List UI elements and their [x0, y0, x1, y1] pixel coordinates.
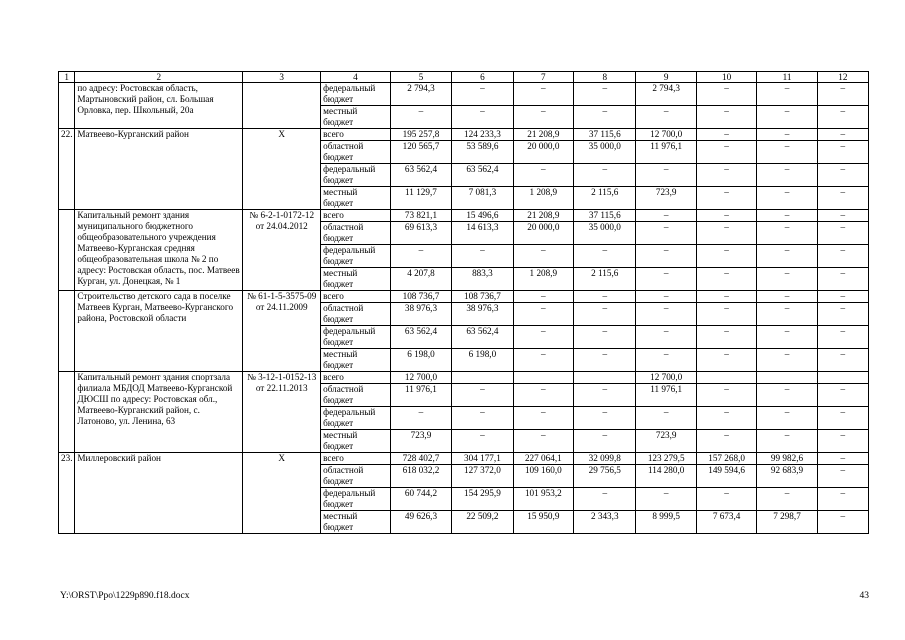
object-name: Капитальный ремонт здания спортзала филиала МБДОД Матвеево-Курганской ДЮСШ по адресу: Ростовская обл., Матвеево-Курганский район, с. Латоново, ул. Ленина, 63 — [75, 372, 243, 453]
amount-cell: 154 295,9 — [452, 488, 513, 511]
amount-cell: 12 700,0 — [636, 372, 696, 384]
amount-cell: – — [636, 164, 696, 187]
amount-cell: – — [636, 106, 696, 129]
column-number-header: 8 — [574, 72, 636, 83]
funding-source: областной бюджет — [321, 465, 391, 488]
amount-cell: 109 160,0 — [513, 465, 573, 488]
amount-cell: 2 794,3 — [390, 83, 451, 106]
amount-cell: – — [574, 384, 636, 407]
amount-cell: – — [574, 83, 636, 106]
amount-cell: 124 233,3 — [452, 129, 513, 141]
amount-cell: 157 268,0 — [696, 453, 756, 465]
amount-cell: 37 115,6 — [574, 210, 636, 222]
funding-source: федеральный бюджет — [321, 164, 391, 187]
amount-cell: 49 626,3 — [390, 511, 451, 534]
footer-page-number: 43 — [859, 591, 869, 601]
funding-source: местный бюджет — [321, 349, 391, 372]
amount-cell: 723,9 — [636, 430, 696, 453]
amount-cell: – — [817, 407, 868, 430]
amount-cell: – — [513, 349, 573, 372]
amount-cell: – — [696, 268, 756, 291]
funding-source: всего — [321, 210, 391, 222]
column-number-header: 2 — [75, 72, 243, 83]
column-number-header: 1 — [59, 72, 75, 83]
row-number — [59, 83, 75, 129]
amount-cell: – — [817, 268, 868, 291]
amount-cell: 8 999,5 — [636, 511, 696, 534]
amount-cell — [757, 372, 817, 384]
amount-cell: 99 982,6 — [757, 453, 817, 465]
amount-cell: – — [817, 465, 868, 488]
amount-cell: 149 594,6 — [696, 465, 756, 488]
funding-source: местный бюджет — [321, 268, 391, 291]
amount-cell: 127 372,0 — [452, 465, 513, 488]
table-row — [59, 372, 869, 384]
amount-cell: – — [696, 164, 756, 187]
object-name: по адресу: Ростовская область, Мартыновский район, сл. Большая Орловка, пер. Школьный, 20а — [75, 83, 243, 129]
funding-source: федеральный бюджет — [321, 407, 391, 430]
budget-table — [58, 71, 869, 534]
column-number-header: 5 — [390, 72, 451, 83]
amount-cell: – — [817, 141, 868, 164]
amount-cell: 14 613,3 — [452, 222, 513, 245]
amount-cell: – — [757, 326, 817, 349]
amount-cell: – — [817, 245, 868, 268]
amount-cell: – — [696, 291, 756, 303]
amount-cell: 22 509,2 — [452, 511, 513, 534]
funding-source: местный бюджет — [321, 106, 391, 129]
amount-cell: – — [513, 83, 573, 106]
row-number: 22. — [59, 129, 75, 210]
amount-cell: 21 208,9 — [513, 129, 573, 141]
amount-cell: – — [636, 291, 696, 303]
amount-cell: – — [636, 268, 696, 291]
amount-cell: – — [817, 222, 868, 245]
funding-source: всего — [321, 291, 391, 303]
amount-cell: – — [513, 326, 573, 349]
amount-cell: – — [696, 106, 756, 129]
amount-cell — [452, 372, 513, 384]
table-row — [59, 291, 869, 303]
amount-cell: – — [696, 488, 756, 511]
amount-cell: – — [574, 430, 636, 453]
amount-cell: – — [757, 407, 817, 430]
document-reference: X — [243, 129, 321, 210]
amount-cell: 728 402,7 — [390, 453, 451, 465]
amount-cell: 6 198,0 — [390, 349, 451, 372]
amount-cell: 120 565,7 — [390, 141, 451, 164]
amount-cell: – — [817, 511, 868, 534]
amount-cell: – — [696, 141, 756, 164]
amount-cell: 20 000,0 — [513, 141, 573, 164]
funding-source: областной бюджет — [321, 222, 391, 245]
amount-cell: – — [757, 430, 817, 453]
amount-cell: – — [696, 303, 756, 326]
amount-cell: 15 496,6 — [452, 210, 513, 222]
amount-cell: 227 064,1 — [513, 453, 573, 465]
funding-source: местный бюджет — [321, 430, 391, 453]
amount-cell: – — [696, 407, 756, 430]
amount-cell: 32 099,8 — [574, 453, 636, 465]
amount-cell: 20 000,0 — [513, 222, 573, 245]
amount-cell: – — [636, 326, 696, 349]
document-reference: № 3-12-1-0152-13 от 22.11.2013 — [243, 372, 321, 453]
amount-cell: 7 673,4 — [696, 511, 756, 534]
amount-cell: 618 032,2 — [390, 465, 451, 488]
amount-cell: – — [452, 106, 513, 129]
amount-cell: – — [513, 407, 573, 430]
amount-cell: – — [757, 268, 817, 291]
table-row — [59, 129, 869, 141]
amount-cell: 12 700,0 — [390, 372, 451, 384]
amount-cell: – — [636, 488, 696, 511]
amount-cell: – — [757, 164, 817, 187]
amount-cell: – — [757, 141, 817, 164]
amount-cell: 60 744,2 — [390, 488, 451, 511]
table-row — [59, 453, 869, 465]
funding-source: федеральный бюджет — [321, 83, 391, 106]
object-name: Миллеровский район — [75, 453, 243, 534]
amount-cell: – — [757, 129, 817, 141]
amount-cell: – — [817, 187, 868, 210]
amount-cell: – — [696, 187, 756, 210]
amount-cell — [574, 372, 636, 384]
funding-source: местный бюджет — [321, 187, 391, 210]
amount-cell: – — [636, 303, 696, 326]
amount-cell: – — [513, 245, 573, 268]
amount-cell: 108 736,7 — [390, 291, 451, 303]
funding-source: всего — [321, 453, 391, 465]
column-number-header: 3 — [243, 72, 321, 83]
amount-cell: – — [757, 222, 817, 245]
amount-cell: – — [636, 222, 696, 245]
amount-cell: 69 613,3 — [390, 222, 451, 245]
amount-cell: 101 953,2 — [513, 488, 573, 511]
amount-cell: – — [636, 210, 696, 222]
amount-cell: – — [817, 326, 868, 349]
funding-source: всего — [321, 372, 391, 384]
amount-cell: – — [696, 430, 756, 453]
amount-cell: – — [696, 222, 756, 245]
amount-cell: – — [757, 106, 817, 129]
row-number: 23. — [59, 453, 75, 534]
row-number — [59, 210, 75, 291]
table-row — [59, 210, 869, 222]
amount-cell — [513, 372, 573, 384]
amount-cell: 21 208,9 — [513, 210, 573, 222]
amount-cell: – — [817, 129, 868, 141]
amount-cell: 11 129,7 — [390, 187, 451, 210]
amount-cell: – — [574, 349, 636, 372]
amount-cell: – — [757, 291, 817, 303]
amount-cell: – — [574, 106, 636, 129]
amount-cell: – — [390, 407, 451, 430]
amount-cell: – — [696, 245, 756, 268]
column-number-header: 7 — [513, 72, 573, 83]
document-reference — [243, 83, 321, 129]
amount-cell: 2 794,3 — [636, 83, 696, 106]
amount-cell: – — [574, 303, 636, 326]
funding-source: федеральный бюджет — [321, 245, 391, 268]
amount-cell: 63 562,4 — [452, 326, 513, 349]
amount-cell: 63 562,4 — [390, 164, 451, 187]
amount-cell: – — [636, 407, 696, 430]
row-number — [59, 291, 75, 372]
amount-cell: – — [817, 349, 868, 372]
column-number-header: 11 — [757, 72, 817, 83]
amount-cell: – — [574, 245, 636, 268]
amount-cell: – — [574, 164, 636, 187]
amount-cell: – — [636, 349, 696, 372]
amount-cell: 35 000,0 — [574, 141, 636, 164]
amount-cell: 2 115,6 — [574, 268, 636, 291]
amount-cell: – — [757, 245, 817, 268]
document-reference: X — [243, 453, 321, 534]
footer-file-path: Y:\ORST\Ppo\1229p890.f18.docx — [60, 591, 190, 601]
amount-cell: 73 821,1 — [390, 210, 451, 222]
amount-cell: – — [390, 245, 451, 268]
amount-cell: 883,3 — [452, 268, 513, 291]
amount-cell: – — [817, 106, 868, 129]
amount-cell: 723,9 — [636, 187, 696, 210]
amount-cell: 2 343,3 — [574, 511, 636, 534]
amount-cell: – — [757, 187, 817, 210]
amount-cell: – — [390, 106, 451, 129]
amount-cell: – — [817, 291, 868, 303]
amount-cell: – — [817, 164, 868, 187]
amount-cell: – — [696, 83, 756, 106]
document-reference: № 6-2-1-0172-12 от 24.04.2012 — [243, 210, 321, 291]
amount-cell: 1 208,9 — [513, 187, 573, 210]
amount-cell: – — [574, 407, 636, 430]
amount-cell: 12 700,0 — [636, 129, 696, 141]
amount-cell — [817, 372, 868, 384]
amount-cell: – — [452, 430, 513, 453]
amount-cell: – — [757, 488, 817, 511]
amount-cell: – — [574, 326, 636, 349]
row-number — [59, 372, 75, 453]
amount-cell: 15 950,9 — [513, 511, 573, 534]
amount-cell: – — [574, 291, 636, 303]
amount-cell: 38 976,3 — [390, 303, 451, 326]
amount-cell: 35 000,0 — [574, 222, 636, 245]
amount-cell: – — [757, 384, 817, 407]
column-number-header: 6 — [452, 72, 513, 83]
amount-cell: – — [513, 291, 573, 303]
amount-cell: 37 115,6 — [574, 129, 636, 141]
column-number-header: 9 — [636, 72, 696, 83]
amount-cell: 38 976,3 — [452, 303, 513, 326]
amount-cell: 11 976,1 — [390, 384, 451, 407]
amount-cell: – — [513, 384, 573, 407]
amount-cell: – — [757, 303, 817, 326]
amount-cell: 1 208,9 — [513, 268, 573, 291]
amount-cell: – — [696, 129, 756, 141]
table-row — [59, 83, 869, 106]
amount-cell: 63 562,4 — [452, 164, 513, 187]
amount-cell: 63 562,4 — [390, 326, 451, 349]
amount-cell: – — [513, 106, 573, 129]
amount-cell: – — [696, 384, 756, 407]
amount-cell: – — [817, 453, 868, 465]
funding-source: федеральный бюджет — [321, 488, 391, 511]
amount-cell: 114 280,0 — [636, 465, 696, 488]
amount-cell: 7 298,7 — [757, 511, 817, 534]
funding-source: федеральный бюджет — [321, 326, 391, 349]
object-name: Матвеево-Курганский район — [75, 129, 243, 210]
amount-cell: – — [757, 349, 817, 372]
amount-cell: – — [513, 430, 573, 453]
amount-cell: 92 683,9 — [757, 465, 817, 488]
amount-cell: – — [817, 210, 868, 222]
amount-cell: – — [696, 349, 756, 372]
amount-cell: – — [636, 245, 696, 268]
amount-cell: – — [817, 430, 868, 453]
header-row — [59, 72, 869, 83]
document-reference: № 61-1-5-3575-09 от 24.11.2009 — [243, 291, 321, 372]
amount-cell: – — [757, 83, 817, 106]
amount-cell: 53 589,6 — [452, 141, 513, 164]
amount-cell: – — [513, 303, 573, 326]
amount-cell: 723,9 — [390, 430, 451, 453]
amount-cell: – — [817, 488, 868, 511]
amount-cell: 7 081,3 — [452, 187, 513, 210]
amount-cell: – — [513, 164, 573, 187]
amount-cell: – — [452, 384, 513, 407]
amount-cell: – — [452, 407, 513, 430]
amount-cell: 29 756,5 — [574, 465, 636, 488]
amount-cell: – — [574, 488, 636, 511]
amount-cell: 11 976,1 — [636, 384, 696, 407]
column-number-header: 4 — [321, 72, 391, 83]
object-name: Строительство детского сада в поселке Матвеев Курган, Матвеево-Курганского района, Ростовской области — [75, 291, 243, 372]
funding-source: местный бюджет — [321, 511, 391, 534]
amount-cell: – — [757, 210, 817, 222]
amount-cell: 304 177,1 — [452, 453, 513, 465]
amount-cell: – — [817, 303, 868, 326]
amount-cell: – — [817, 384, 868, 407]
amount-cell: – — [452, 245, 513, 268]
amount-cell: 108 736,7 — [452, 291, 513, 303]
amount-cell: – — [696, 210, 756, 222]
amount-cell — [696, 372, 756, 384]
column-number-header: 12 — [817, 72, 868, 83]
funding-source: областной бюджет — [321, 384, 391, 407]
amount-cell: 11 976,1 — [636, 141, 696, 164]
funding-source: областной бюджет — [321, 141, 391, 164]
column-number-header: 10 — [696, 72, 756, 83]
amount-cell: – — [452, 83, 513, 106]
amount-cell: 195 257,8 — [390, 129, 451, 141]
amount-cell: – — [817, 83, 868, 106]
amount-cell: 6 198,0 — [452, 349, 513, 372]
amount-cell: 2 115,6 — [574, 187, 636, 210]
amount-cell: – — [696, 326, 756, 349]
amount-cell: 123 279,5 — [636, 453, 696, 465]
object-name: Капитальный ремонт здания муниципального бюджетного общеобразовательного учреждения Матвеево-Курганская средняя общеобразовательная школа № 2 по адресу: Ростовская область, пос. Матвеев Курган, ул. Донецкая, № 1 — [75, 210, 243, 291]
funding-source: всего — [321, 129, 391, 141]
funding-source: областной бюджет — [321, 303, 391, 326]
amount-cell: 4 207,8 — [390, 268, 451, 291]
